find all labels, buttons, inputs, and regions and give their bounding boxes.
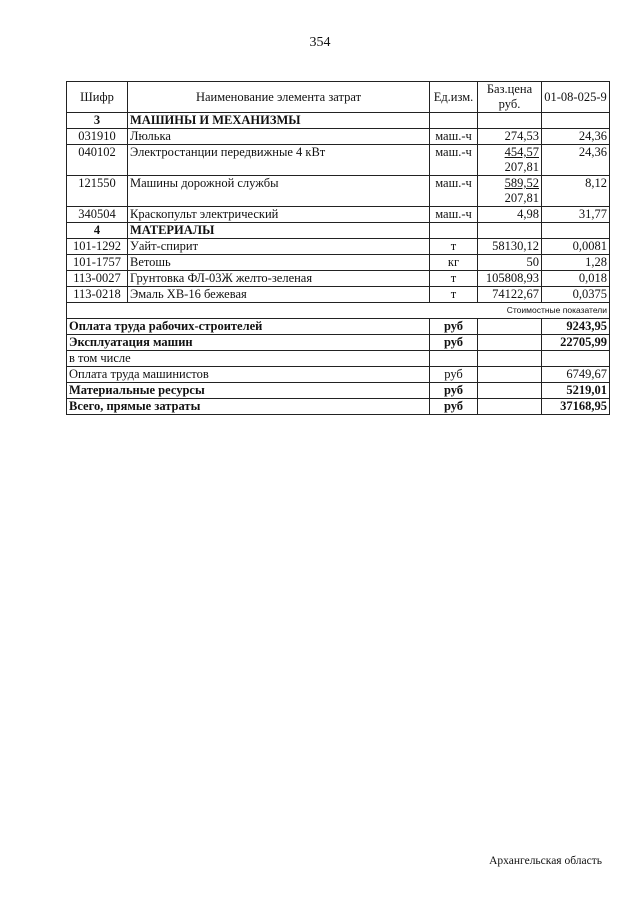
row-price-secondary: 207,81 — [504, 160, 539, 174]
total-unit: руб — [430, 335, 478, 351]
total-value — [542, 351, 610, 367]
total-label: Оплата труда рабочих-строителей — [67, 319, 430, 335]
row-code: 121550 — [67, 176, 128, 207]
total-label: Материальные ресурсы — [67, 383, 430, 399]
total-unit — [430, 351, 478, 367]
row-unit: маш.-ч — [430, 145, 478, 176]
row-code: 040102 — [67, 145, 128, 176]
cost-caption: Стоимостные показатели — [67, 303, 610, 319]
table-row — [67, 207, 610, 223]
total-value: 37168,95 — [542, 399, 610, 415]
table-row — [67, 287, 610, 303]
total-unit: руб — [430, 383, 478, 399]
row-unit: кг — [430, 255, 478, 271]
totals-row — [67, 335, 610, 351]
section-number: 4 — [67, 223, 128, 239]
row-price-secondary: 207,81 — [504, 191, 539, 205]
total-value: 22705,99 — [542, 335, 610, 351]
row-code: 340504 — [67, 207, 128, 223]
total-unit: руб — [430, 319, 478, 335]
row-unit: т — [430, 239, 478, 255]
section-header — [67, 223, 610, 239]
row-qty: 1,28 — [542, 255, 610, 271]
row-code: 113-0027 — [67, 271, 128, 287]
row-price: 74122,67 — [478, 287, 542, 303]
row-unit: маш.-ч — [430, 176, 478, 207]
row-price — [478, 176, 542, 207]
row-unit: т — [430, 287, 478, 303]
row-qty: 0,0081 — [542, 239, 610, 255]
row-code: 101-1757 — [67, 255, 128, 271]
row-unit: т — [430, 271, 478, 287]
total-value: 6749,67 — [542, 367, 610, 383]
row-name: Краскопульт электрический — [128, 207, 430, 223]
row-name: Эмаль ХВ-16 бежевая — [128, 287, 430, 303]
total-label: в том числе — [67, 351, 430, 367]
total-unit: руб — [430, 399, 478, 415]
section-number: 3 — [67, 113, 128, 129]
row-price — [478, 145, 542, 176]
header-name: Наименование элемента затрат — [128, 82, 430, 113]
table-row — [67, 176, 610, 207]
total-value: 9243,95 — [542, 319, 610, 335]
page-number: 354 — [309, 35, 331, 50]
row-name: Люлька — [128, 129, 430, 145]
row-qty: 0,018 — [542, 271, 610, 287]
row-name: Ветошь — [128, 255, 430, 271]
totals-row — [67, 351, 610, 367]
row-price-main: 454,57 — [504, 145, 539, 159]
row-code: 101-1292 — [67, 239, 128, 255]
row-qty: 24,36 — [542, 129, 610, 145]
row-name: Электростанции передвижные 4 кВт — [128, 145, 430, 176]
row-price: 50 — [478, 255, 542, 271]
row-price: 4,98 — [478, 207, 542, 223]
total-value: 5219,01 — [542, 383, 610, 399]
row-unit: маш.-ч — [430, 129, 478, 145]
section-title: МАТЕРИАЛЫ — [128, 223, 430, 239]
totals-row — [67, 383, 610, 399]
row-qty: 31,77 — [542, 207, 610, 223]
row-qty: 24,36 — [542, 145, 610, 176]
cost-caption-row — [67, 303, 610, 319]
row-price: 105808,93 — [478, 271, 542, 287]
total-unit: руб — [430, 367, 478, 383]
section-title: МАШИНЫ И МЕХАНИЗМЫ — [128, 113, 430, 129]
row-name: Машины дорожной службы — [128, 176, 430, 207]
row-qty: 8,12 — [542, 176, 610, 207]
table-row — [67, 129, 610, 145]
total-label: Эксплуатация машин — [67, 335, 430, 351]
row-code: 031910 — [67, 129, 128, 145]
total-label: Оплата труда машинистов — [67, 367, 430, 383]
cost-table — [66, 81, 610, 415]
header-norm: 01-08-025-9 — [542, 82, 610, 113]
table-header — [67, 82, 610, 113]
header-unit: Ед.изм. — [430, 82, 478, 113]
row-qty: 0,0375 — [542, 287, 610, 303]
row-code: 113-0218 — [67, 287, 128, 303]
section-header — [67, 113, 610, 129]
table-row — [67, 271, 610, 287]
row-price: 58130,12 — [478, 239, 542, 255]
totals-row — [67, 319, 610, 335]
row-price-main: 589,52 — [504, 176, 539, 190]
header-code: Шифр — [67, 82, 128, 113]
row-price: 274,53 — [478, 129, 542, 145]
total-label: Всего, прямые затраты — [67, 399, 430, 415]
region-footer: Архангельская область — [489, 855, 602, 867]
table-row — [67, 239, 610, 255]
row-unit: маш.-ч — [430, 207, 478, 223]
row-name: Грунтовка ФЛ-03Ж желто-зеленая — [128, 271, 430, 287]
row-name: Уайт-спирит — [128, 239, 430, 255]
totals-row — [67, 399, 610, 415]
header-base-price: Баз.цена руб. — [478, 82, 542, 113]
table-row — [67, 255, 610, 271]
table-row — [67, 145, 610, 176]
totals-row — [67, 367, 610, 383]
